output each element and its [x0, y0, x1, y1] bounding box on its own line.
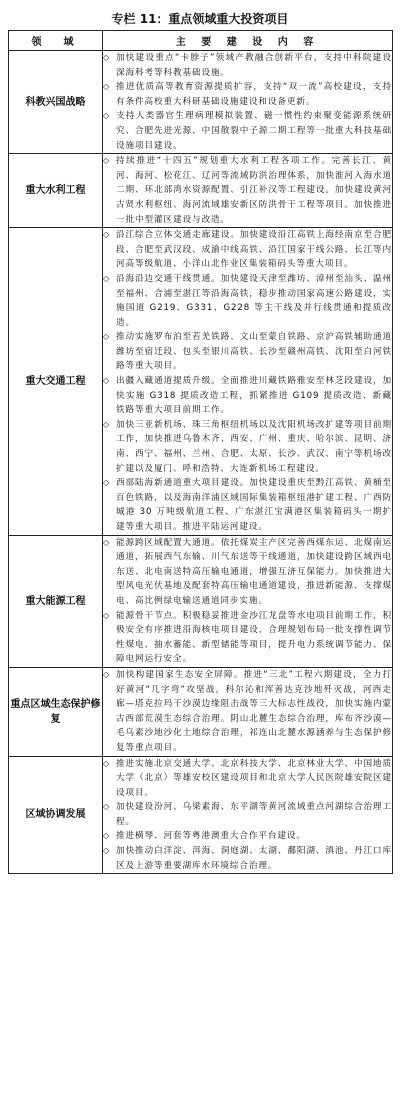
diamond-bullet-icon: ◇	[103, 758, 111, 768]
section-items	[103, 228, 393, 535]
section-name: 科教兴国战略	[9, 51, 103, 154]
list-item	[103, 829, 392, 844]
list-item	[103, 844, 392, 873]
diamond-bullet-icon: ◇	[103, 802, 111, 812]
list-item	[103, 109, 392, 153]
item-text: 推进横琴、河套等粤港澳重大合作平台建设。	[116, 831, 306, 842]
section-name: 重大能源工程	[9, 535, 103, 667]
item-text: 沿海沿边交通干线贯通。加快建设天津至潍坊、漳州至汕头、温州至福州、合浦至湛江等沿海高铁，稳步推动国家高速公路建设，实施国道 G219、G331、G228 等主干线及并行线贯通和提质改造。	[116, 273, 392, 328]
section-name: 重点区域生态保护修复	[9, 667, 103, 756]
diamond-bullet-icon: ◇	[103, 478, 111, 488]
list-item	[103, 609, 392, 667]
list-item	[103, 757, 392, 801]
diamond-bullet-icon: ◇	[103, 273, 111, 283]
diamond-bullet-icon: ◇	[103, 831, 111, 841]
section-name: 区域协调发展	[9, 756, 103, 874]
diamond-bullet-icon: ◇	[103, 669, 111, 679]
diamond-bullet-icon: ◇	[103, 82, 111, 92]
item-text: 沿江综合立体交通走廊建设。加快建设沿江高铁上海经南京至合肥段、合肥至武汉段、成渝中线高铁、沿江国家干线公路、长江等内河高等级航道、小洋山北作业区集装箱码头等重大项目。	[116, 230, 392, 270]
table-row	[9, 756, 393, 874]
table-row	[9, 228, 393, 535]
table-header-row	[9, 31, 393, 51]
list-item	[103, 668, 392, 756]
list-item	[103, 536, 392, 609]
item-text: 出疆入藏通道提质升级。全面推进川藏铁路雅安至林芝段建设，加快实施 G318 提质改造工程，抓紧推进 G109 提质改造、新藏铁路等重大项目前期工作。	[116, 376, 392, 416]
list-item	[103, 272, 392, 330]
diamond-bullet-icon: ◇	[103, 419, 111, 429]
diamond-bullet-icon: ◇	[103, 537, 111, 547]
list-item	[103, 418, 392, 476]
header-field: 领 域	[9, 31, 103, 51]
item-text: 持续推进“十四五”规划重大水利工程各项工作。完善长江、黄河、海河、松花江、辽河等流域防洪治理体系，加快淮河入海水道二期、环北部湾水资源配置、引江补汉等工程建设。加快建设黄河古贤水利枢纽、海河流域雄安新区防洪骨干工程等项目。加快推进一批中型灌区建设与改造。	[116, 156, 392, 225]
list-item	[103, 374, 392, 418]
investment-projects-table	[8, 30, 393, 874]
diamond-bullet-icon: ◇	[103, 156, 111, 166]
list-item	[103, 154, 392, 227]
section-name: 重大交通工程	[9, 228, 103, 535]
item-text: 支持人类器官生理病理模拟装置、磁一惯性约束聚变能源系统研究、合肥先进光源、中国散裂中子源二期工程等一批重大科技基础设施项目建设。	[116, 111, 392, 151]
header-content: 主 要 建 设 内 容	[103, 31, 393, 51]
section-items	[103, 535, 393, 667]
diamond-bullet-icon: ◇	[103, 111, 111, 121]
item-text: 加快建设汾河、乌梁素海、东平湖等黄河流域重点河湖综合治理工程。	[116, 802, 392, 827]
list-item	[103, 51, 392, 80]
section-items	[103, 756, 393, 874]
list-item	[103, 330, 392, 374]
item-text: 推进实施北京交通大学、北京科技大学、北京林业大学、中国地质大学（北京）等雄安校区建设项目和北京大学人民医院雄安院区建设项目。	[116, 758, 392, 798]
list-item	[103, 476, 392, 534]
page-title: 专栏 11：重点领域重大投资项目	[111, 12, 289, 26]
list-item	[103, 80, 392, 109]
item-text: 加快建设重点“卡脖子”领域产教融合创新平台，支持中科院建设深海科考等科教基础设施。	[116, 53, 392, 78]
diamond-bullet-icon: ◇	[103, 610, 111, 620]
diamond-bullet-icon: ◇	[103, 332, 111, 342]
table-row	[9, 667, 393, 756]
diamond-bullet-icon: ◇	[103, 846, 111, 856]
section-items	[103, 667, 393, 756]
section-items	[103, 154, 393, 228]
section-items	[103, 51, 393, 154]
diamond-bullet-icon: ◇	[103, 53, 111, 62]
list-item	[103, 800, 392, 829]
diamond-bullet-icon: ◇	[103, 230, 111, 240]
section-name: 重大水利工程	[9, 154, 103, 228]
item-text: 西部陆海新通道重大项目建设。加快建设重庆至黔江高铁、黄桶至百色铁路，以及海南洋浦区域国际集装箱枢纽港扩建工程、广西防城港 30 万吨级航道工程、广东湛江宝满港区集装箱码头一期扩建等重大项目。推进平陆运河建设。	[116, 478, 392, 532]
table-row	[9, 51, 393, 154]
item-text: 加快三亚新机场、珠三角枢纽机场以及沈阳机场改扩建等项目前期工作，加快推进乌鲁木齐、西安、广州、重庆、哈尔滨、昆明、济南、西宁、福州、兰州、合肥、太原、长沙、武汉、南宁等机场改扩建以及厦门、呼和浩特、大连新机场工程建设。	[116, 419, 392, 474]
item-text: 推动实施罗布泊至若羌铁路、文山至蒙自铁路、京沪高铁辅助通道潍坊至宿迁段、包头至银川高铁、长沙至赣州高铁、沈阳至白河铁路等重大项目。	[116, 332, 392, 372]
table-row	[9, 535, 393, 667]
item-text: 推进优质高等教育资源提质扩容，支持“双一流”高校建设，支持有条件高校重大科研基础设施建设和设备更新。	[116, 82, 392, 107]
item-text: 加快构建国家生态安全屏障。推进“三北”工程六期建设，全力打好黄河“几字弯”攻坚战，科尔沁和浑善达克沙地歼灭战，河西走廊—塔克拉玛干沙漠边缘阻击战等三大标志性战役，加快实施内蒙古西部荒漠生态综合治理。阴山北麓生态综合治理，库布齐沙漠—毛乌素沙地沙化土地综合治理，祁连山北麓水源涵养与生态保护修复等重点项目。	[116, 669, 392, 753]
list-item	[103, 228, 392, 272]
item-text: 能源骨干节点。积极稳妥推进金沙江龙盘等水电项目前期工作，积极安全有序推进沿海核电项目建设，合理规划布局一批支撑性调节性煤电、抽水蓄能、新型储能等项目，提升电力系统调节能力、保障电网运行安全。	[116, 610, 392, 665]
table-body	[9, 51, 393, 874]
diamond-bullet-icon: ◇	[103, 376, 111, 386]
item-text: 加快推动白洋淀、洱海、洞庭湖、太湖、鄱阳湖、滇池、丹江口库区及上游等重要湖库水环境综合治理。	[116, 846, 392, 871]
item-text: 能源跨区域配置大通道。依托煤炭主产区完善西煤东运、北煤南运通道，拓展西气东输、川气东送等干线通道，加快建设跨区域西电东送、北电南送特高压输电通道，增强互济互保能力。加快推进大型风电光伏基地及配套特高压输电通道建设，推进新能源、支撑煤电、高比例绿电输送通道同步实施。	[116, 537, 392, 606]
table-row	[9, 154, 393, 228]
